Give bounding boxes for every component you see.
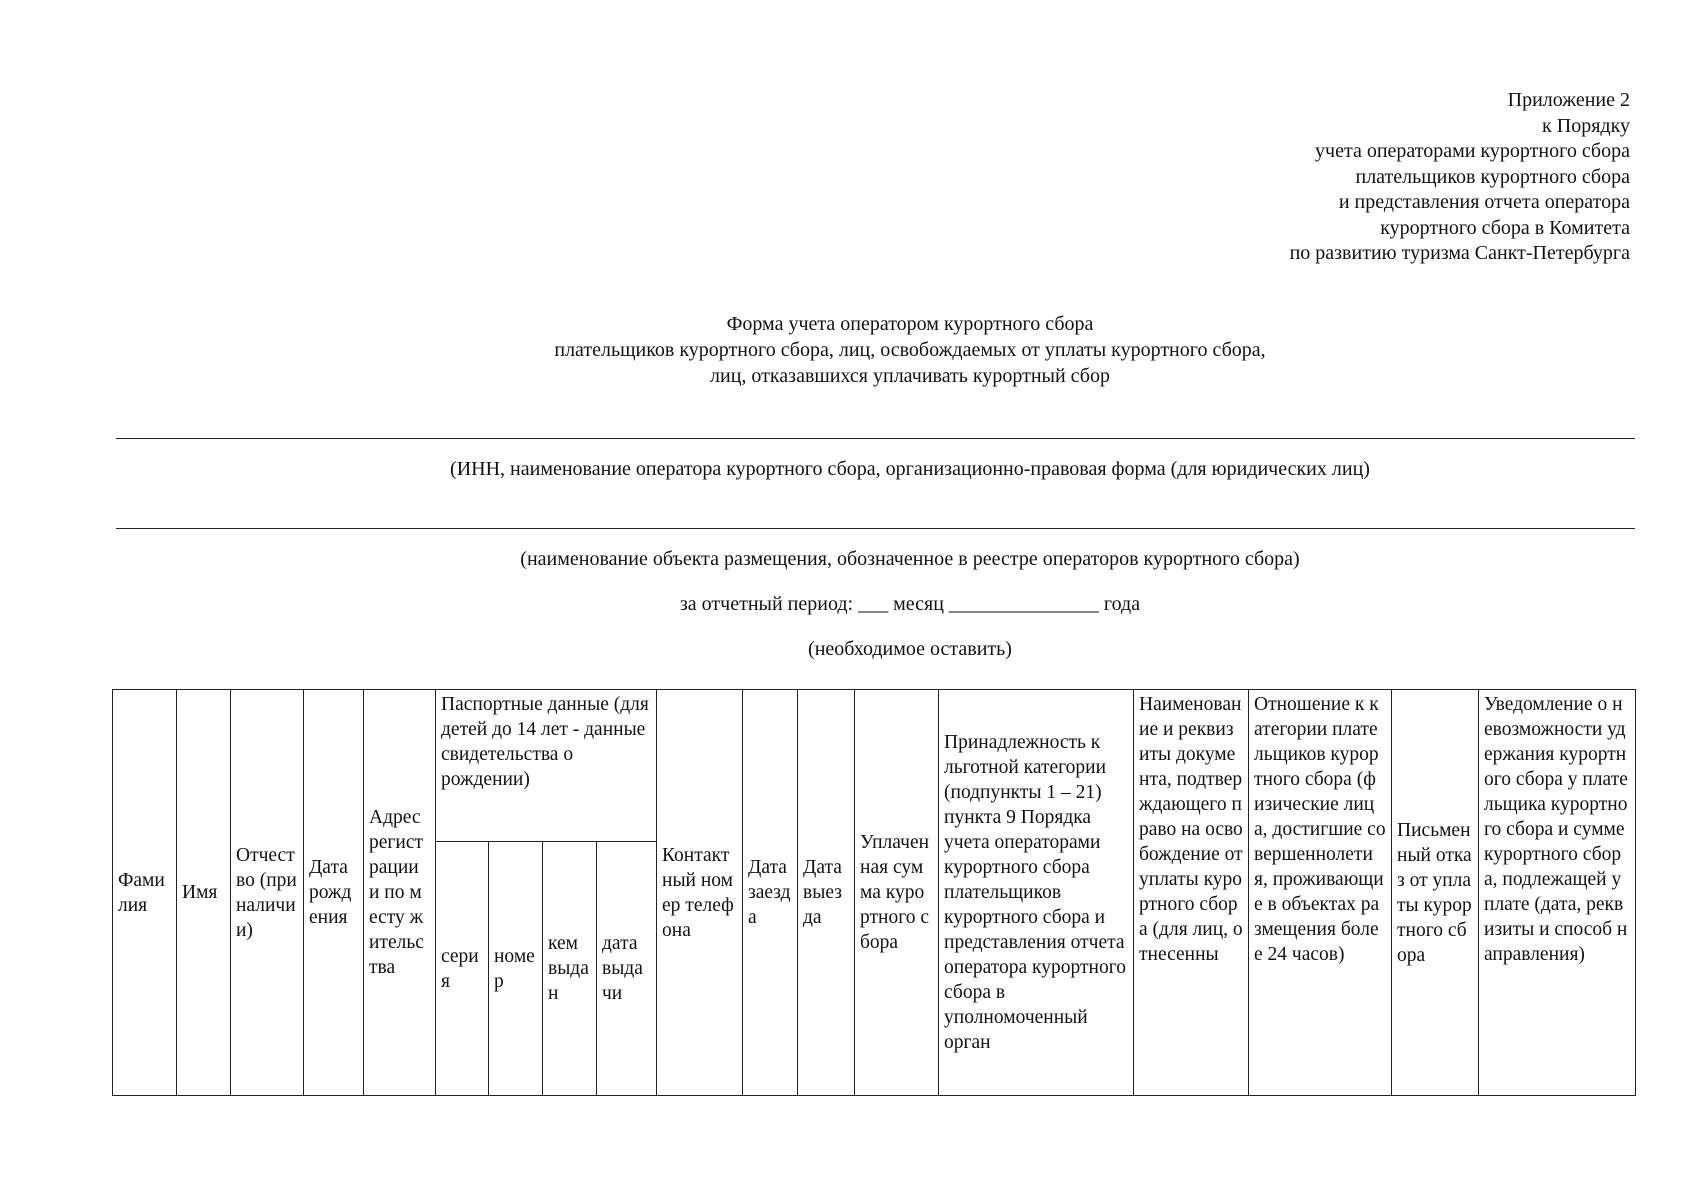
col-written-refusal: Письменный отказ от уплаты курортного сбора: [1392, 690, 1479, 1096]
appendix-block: [1290, 88, 1630, 267]
col-name: Имя: [177, 690, 231, 1096]
col-passport-number: номер: [489, 842, 543, 1096]
register-table: [112, 689, 1636, 1096]
col-surname: Фамилия: [113, 690, 177, 1096]
object-caption: (наименование объекта размещения, обозначенное в реестре операторов курортного сбора): [520, 548, 1300, 570]
reporting-period: за отчетный период: ___ месяц _______________ года: [679, 593, 1141, 615]
operator-caption: (ИНН, наименование оператора курортного сбора, организационно-правовая форма (для юридических лиц): [450, 458, 1370, 480]
appendix-line: курортного сбора в Комитета: [1380, 216, 1630, 239]
col-benefit-category: Принадлежность к льготной категории (подпункты 1 – 21) пункта 9 Порядка учета операторами курортного сбора плательщиков курортного сбора и представления отчета оператора курортного сбора в уполномоченный орган: [939, 690, 1134, 1096]
operator-fill-line: [116, 438, 1635, 439]
col-notification: Уведомление о невозможности удержания курортного сбора у плательщика курортного сбора и сумме курортного сбора, подлежащей уплате (дата, реквизиты и способ направления): [1479, 690, 1636, 1096]
form-title-line: плательщиков курортного сбора, лиц, освобождаемых от уплаты курортного сбора,: [554, 339, 1266, 361]
appendix-line: Приложение 2: [1507, 89, 1630, 111]
col-departure-date: Дата выезда: [798, 690, 855, 1096]
col-passport-issued-by: кем выдан: [543, 842, 597, 1096]
period-note: (необходимое оставить): [808, 638, 1012, 660]
appendix-line: учета операторами курортного сбора: [1315, 140, 1630, 162]
col-passport-group: Паспортные данные (для детей до 14 лет - данные свидетельства о рождении): [436, 690, 657, 842]
form-title-line: Форма учета оператором курортного сбора: [726, 313, 1094, 335]
form-title-line: лиц, отказавшихся уплачивать курортный сбор: [710, 365, 1110, 387]
object-fill-line: [116, 528, 1635, 529]
col-paid-amount: Уплаченная сумма курортного сбора: [855, 690, 939, 1096]
col-arrival-date: Дата заезда: [743, 690, 798, 1096]
col-phone: Контактный номер телефона: [657, 690, 743, 1096]
form-title: [0, 311, 1695, 389]
col-passport-issue-date: дата выдачи: [597, 842, 657, 1096]
col-payer-category: Отношение к категории плательщиков курортного сбора (физические лица, достигшие совершеннолетия, проживающие в объектах размещения более 24 часов): [1249, 690, 1392, 1096]
col-passport-series: серия: [436, 842, 489, 1096]
appendix-line: по развитию туризма Санкт-Петербурга: [1289, 242, 1630, 264]
col-address: Адрес регистрации и по месту жительства: [364, 690, 436, 1096]
col-birth-date: Дата рождения: [304, 690, 364, 1096]
appendix-line: и представления отчета оператора: [1338, 191, 1630, 213]
appendix-line: плательщиков курортного сбора: [1355, 165, 1630, 188]
appendix-line: к Порядку: [1542, 114, 1630, 137]
col-exemption-document: Наименование и реквизиты документа, подтверждающего право на освобождение от уплаты курортного сбора (для лиц, отнесенны: [1134, 690, 1249, 1096]
col-patronymic: Отчество (при наличии): [231, 690, 304, 1096]
